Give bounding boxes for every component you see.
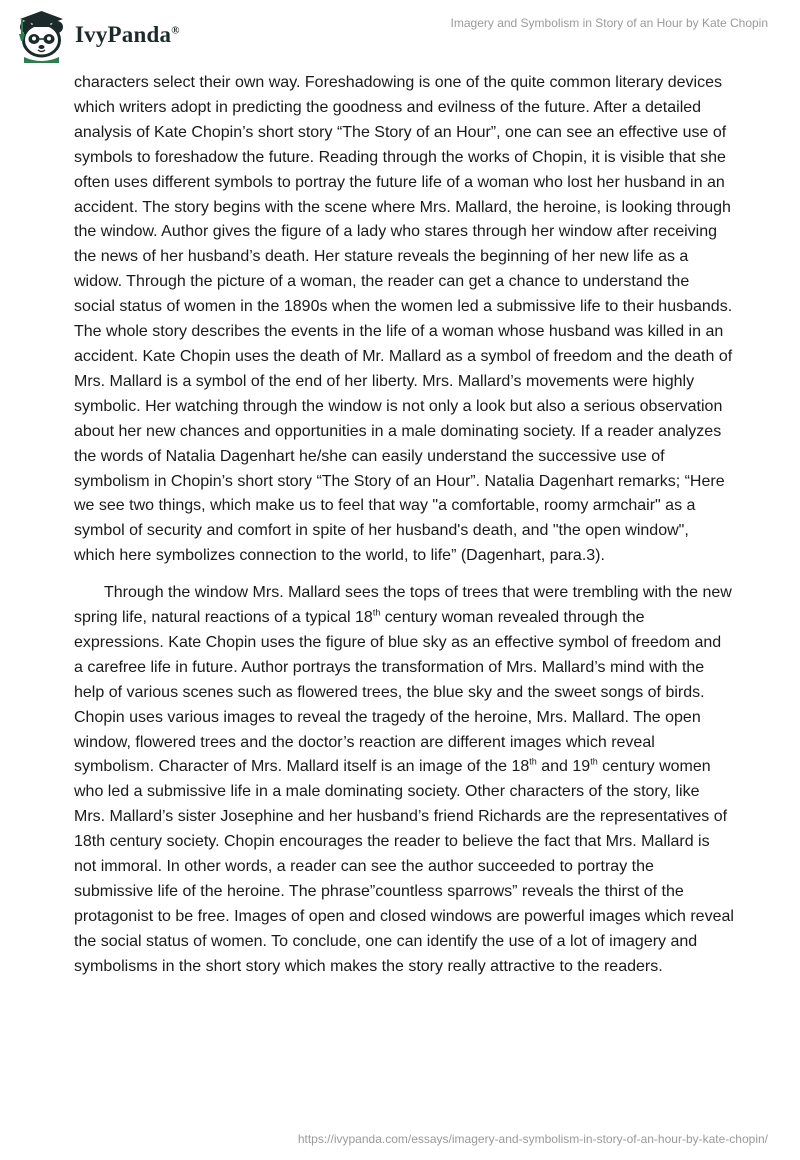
essay-body xyxy=(74,71,734,980)
brand-logo[interactable] xyxy=(13,7,180,63)
page-header xyxy=(0,0,800,70)
document-title: Imagery and Symbolism in Story of an Hour by Kate Chopin xyxy=(450,16,768,30)
brand-name: IvyPanda® xyxy=(75,22,180,47)
paragraph-2: Through the window Mrs. Mallard sees the tops of trees that were trembling with the new spring life, natural reactions of a typical 18th century woman revealed through the expressions. Kate Chopin uses the figure of blue sky as an effective symbol of freedom and a carefree life in future. Author portrays the transformation of Mrs. Mallard’s mind with the help of various scenes such as flowered trees, the blue sky and the sweet songs of birds. Chopin uses various images to reveal the tragedy of the heroine, Mrs. Mallard. The open window, flowered trees and the doctor’s reaction are different images which reveal symbolism. Character of Mrs. Mallard itself is an image of the 18th and 19th century women who led a submissive life in a male dominating society. Other characters of the story, like Mrs. Mallard’s sister Josephine and her husband’s friend Richards are the representatives of 18th century society. Chopin encourages the reader to believe the fact that Mrs. Mallard is not immoral. In other words, a reader can see the author succeeded to portray the submissive life of the heroine. The phrase”countless sparrows” reveals the thirst of the protagonist to be free. Images of open and closed windows are powerful images which reveal the social status of women. To conclude, one can identify the use of a lot of imagery and symbolisms in the short story which makes the story really attractive to the readers. xyxy=(74,584,734,975)
source-url[interactable]: https://ivypanda.com/essays/imagery-and-symbolism-in-story-of-an-hour-by-kate-chopin/ xyxy=(297,1132,768,1146)
paragraph-1: characters select their own way. Foreshadowing is one of the quite common literary devices which writers adopt in predicting the goodness and evilness of the future. After a detailed analysis of Kate Chopin’s short story “The Story of an Hour”, one can see an effective use of symbols to foreshadow the future. Reading through the works of Chopin, it is visible that she often uses different symbols to portray the future life of a woman who lost her husband in an accident. The story begins with the scene where Mrs. Mallard, the heroine, is looking through the window. Author gives the figure of a lady who stares through her window after receiving the news of her husband’s death. Her stature reveals the beginning of her new life as a widow. Through the picture of a woman, the reader can get a chance to understand the social status of women in the 1890s when the women led a submissive life to their husbands. The whole story describes the events in the life of a woman whose husband was killed in an accident. Kate Chopin uses the death of Mr. Mallard as a symbol of freedom and the death of Mrs. Mallard is a symbol of the end of her liberty. Mrs. Mallard’s movements were highly symbolic. Her watching through the window is not only a look but also a serious observation about her new chances and opportunities in a male dominating society. If a reader analyzes the words of Natalia Dagenhart he/she can easily understand the successive use of symbolism in Chopin’s short story “The Story of an Hour”. Natalia Dagenhart remarks; “Here we see two things, which make us to feel that way "a comfortable, roomy armchair" as a symbol of security and comfort in spite of her husband's death, and "the open window", which here symbolizes connection to the world, to life” (Dagenhart, para.3). xyxy=(74,74,733,565)
panda-graduate-icon xyxy=(13,7,71,63)
